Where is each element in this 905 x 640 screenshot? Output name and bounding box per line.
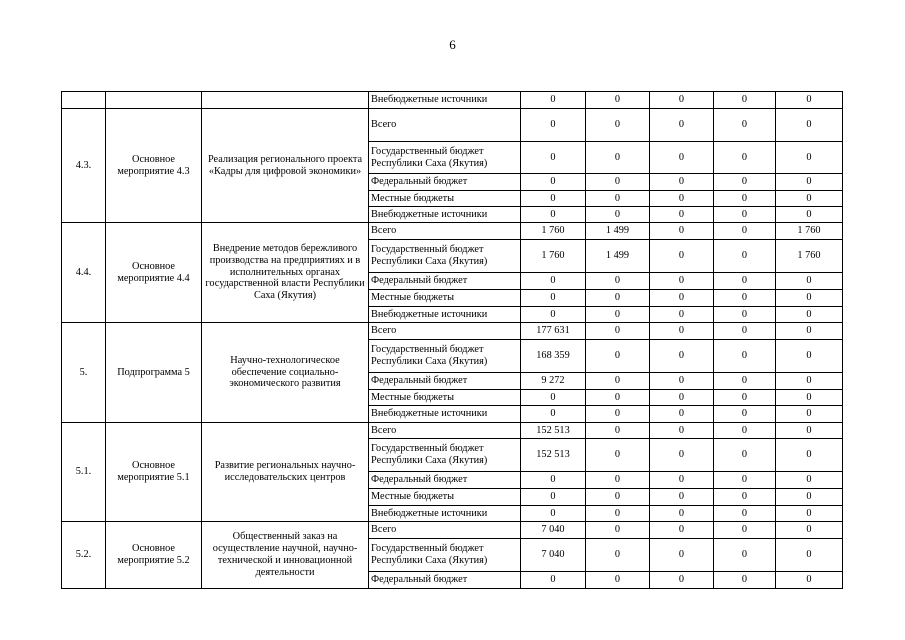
value-cell: 0 [586,406,650,423]
row-name-cell: Общественный заказ на осуществление научной, научно-технической и инновационной деятельности [202,522,369,589]
row-name-cell: Научно-технологическое обеспечение социально-экономического развития [202,323,369,423]
source-cell: Федеральный бюджет [369,572,521,589]
source-cell: Государственный бюджет Республики Саха (Якутия) [369,439,521,472]
value-cell: 0 [776,290,843,307]
row-number-cell: 4.4. [62,223,106,323]
value-cell: 0 [650,423,714,439]
row-number-cell: 5.1. [62,423,106,522]
value-cell: 0 [586,323,650,340]
source-cell: Всего [369,109,521,142]
value-cell: 0 [521,406,586,423]
value-cell: 0 [521,191,586,207]
value-cell: 0 [650,142,714,174]
value-cell: 0 [586,423,650,439]
value-cell: 0 [650,472,714,489]
value-cell: 0 [776,92,843,109]
value-cell: 0 [586,290,650,307]
value-cell: 0 [776,273,843,290]
row-type-cell [106,92,202,109]
value-cell: 0 [521,472,586,489]
value-cell: 0 [714,472,776,489]
value-cell: 0 [776,572,843,589]
value-cell: 0 [586,390,650,406]
value-cell: 0 [650,373,714,390]
value-cell: 0 [776,522,843,539]
table-row [62,522,843,539]
value-cell: 0 [776,174,843,191]
source-cell: Всего [369,423,521,439]
value-cell: 0 [521,207,586,223]
value-cell: 168 359 [521,340,586,373]
value-cell: 0 [776,323,843,340]
source-cell: Государственный бюджет Республики Саха (Якутия) [369,340,521,373]
value-cell: 7 040 [521,539,586,572]
value-cell: 0 [586,307,650,323]
value-cell: 0 [776,406,843,423]
value-cell: 0 [714,109,776,142]
value-cell: 0 [521,489,586,506]
value-cell: 0 [586,207,650,223]
value-cell: 0 [586,273,650,290]
value-cell: 9 272 [521,373,586,390]
value-cell: 0 [714,522,776,539]
value-cell: 0 [521,572,586,589]
value-cell: 0 [714,373,776,390]
value-cell: 0 [714,406,776,423]
value-cell: 0 [586,439,650,472]
value-cell: 1 499 [586,240,650,273]
value-cell: 0 [586,142,650,174]
row-number-cell: 5. [62,323,106,423]
source-cell: Внебюджетные источники [369,506,521,522]
value-cell: 0 [586,539,650,572]
value-cell: 0 [586,109,650,142]
value-cell: 0 [650,406,714,423]
value-cell: 0 [650,323,714,340]
source-cell: Всего [369,522,521,539]
value-cell: 0 [776,142,843,174]
value-cell: 152 513 [521,439,586,472]
source-cell: Государственный бюджет Республики Саха (Якутия) [369,240,521,273]
source-cell: Местные бюджеты [369,390,521,406]
value-cell: 0 [714,174,776,191]
value-cell: 0 [650,439,714,472]
value-cell: 0 [650,191,714,207]
source-cell: Всего [369,223,521,240]
value-cell: 0 [776,191,843,207]
source-cell: Местные бюджеты [369,191,521,207]
value-cell: 0 [650,92,714,109]
value-cell: 0 [650,390,714,406]
value-cell: 0 [650,506,714,522]
value-cell: 0 [714,207,776,223]
row-type-cell: Основное мероприятие 5.2 [106,522,202,589]
value-cell: 0 [586,522,650,539]
source-cell: Федеральный бюджет [369,273,521,290]
budget-table [61,91,843,589]
value-cell: 0 [776,472,843,489]
value-cell: 0 [650,273,714,290]
value-cell: 0 [714,539,776,572]
value-cell: 152 513 [521,423,586,439]
source-cell: Местные бюджеты [369,489,521,506]
value-cell: 0 [521,307,586,323]
page-number: 6 [449,37,456,52]
value-cell: 0 [714,340,776,373]
value-cell: 0 [586,174,650,191]
value-cell: 0 [521,109,586,142]
value-cell: 0 [714,439,776,472]
value-cell: 0 [714,191,776,207]
source-cell: Всего [369,323,521,340]
table-row [62,92,843,109]
value-cell: 0 [714,307,776,323]
row-number-cell: 5.2. [62,522,106,589]
value-cell: 0 [776,423,843,439]
row-type-cell: Основное мероприятие 4.3 [106,109,202,223]
value-cell: 0 [714,142,776,174]
value-cell: 0 [776,489,843,506]
value-cell: 0 [714,290,776,307]
value-cell: 0 [650,539,714,572]
value-cell: 0 [586,191,650,207]
source-cell: Федеральный бюджет [369,174,521,191]
source-cell: Государственный бюджет Республики Саха (Якутия) [369,539,521,572]
value-cell: 0 [650,109,714,142]
value-cell: 0 [650,240,714,273]
source-cell: Государственный бюджет Республики Саха (Якутия) [369,142,521,174]
source-cell: Федеральный бюджет [369,373,521,390]
value-cell: 1 760 [521,240,586,273]
row-type-cell: Подпрограмма 5 [106,323,202,423]
value-cell: 1 760 [521,223,586,240]
value-cell: 0 [586,340,650,373]
value-cell: 1 760 [776,240,843,273]
value-cell: 0 [714,423,776,439]
value-cell: 0 [586,506,650,522]
value-cell: 0 [650,572,714,589]
value-cell: 0 [776,207,843,223]
value-cell: 0 [776,109,843,142]
value-cell: 0 [586,472,650,489]
row-type-cell: Основное мероприятие 4.4 [106,223,202,323]
source-cell: Внебюджетные источники [369,207,521,223]
value-cell: 0 [776,390,843,406]
table-row [62,109,843,142]
row-name-cell: Внедрение методов бережливого производства на предприятиях и в исполнительных органах государственной власти Республики Саха (Якутия) [202,223,369,323]
value-cell: 0 [521,174,586,191]
value-cell: 0 [521,290,586,307]
value-cell: 177 631 [521,323,586,340]
value-cell: 0 [650,489,714,506]
source-cell: Внебюджетные источники [369,92,521,109]
value-cell: 0 [586,572,650,589]
table-row [62,423,843,439]
value-cell: 0 [714,572,776,589]
value-cell: 0 [776,307,843,323]
value-cell: 0 [650,340,714,373]
value-cell: 0 [714,240,776,273]
value-cell: 0 [714,390,776,406]
value-cell: 0 [776,340,843,373]
value-cell: 1 760 [776,223,843,240]
source-cell: Федеральный бюджет [369,472,521,489]
value-cell: 0 [521,142,586,174]
table-row [62,323,843,340]
value-cell: 0 [650,307,714,323]
value-cell: 0 [776,373,843,390]
value-cell: 0 [521,390,586,406]
row-name-cell [202,92,369,109]
value-cell: 0 [714,323,776,340]
value-cell: 0 [776,439,843,472]
value-cell: 1 499 [586,223,650,240]
row-name-cell: Реализация регионального проекта «Кадры для цифровой экономики» [202,109,369,223]
value-cell: 0 [714,273,776,290]
row-name-cell: Развитие региональных научно-исследовательских центров [202,423,369,522]
value-cell: 0 [650,174,714,191]
value-cell: 0 [521,273,586,290]
value-cell: 0 [586,373,650,390]
source-cell: Местные бюджеты [369,290,521,307]
value-cell: 0 [586,92,650,109]
row-number-cell [62,92,106,109]
row-type-cell: Основное мероприятие 5.1 [106,423,202,522]
value-cell: 0 [650,522,714,539]
value-cell: 0 [650,223,714,240]
value-cell: 0 [776,506,843,522]
value-cell: 0 [521,92,586,109]
row-number-cell: 4.3. [62,109,106,223]
value-cell: 0 [586,489,650,506]
value-cell: 0 [714,223,776,240]
value-cell: 7 040 [521,522,586,539]
value-cell: 0 [521,506,586,522]
value-cell: 0 [650,207,714,223]
table-row [62,223,843,240]
value-cell: 0 [714,506,776,522]
value-cell: 0 [714,489,776,506]
value-cell: 0 [714,92,776,109]
value-cell: 0 [650,290,714,307]
value-cell: 0 [776,539,843,572]
source-cell: Внебюджетные источники [369,307,521,323]
source-cell: Внебюджетные источники [369,406,521,423]
